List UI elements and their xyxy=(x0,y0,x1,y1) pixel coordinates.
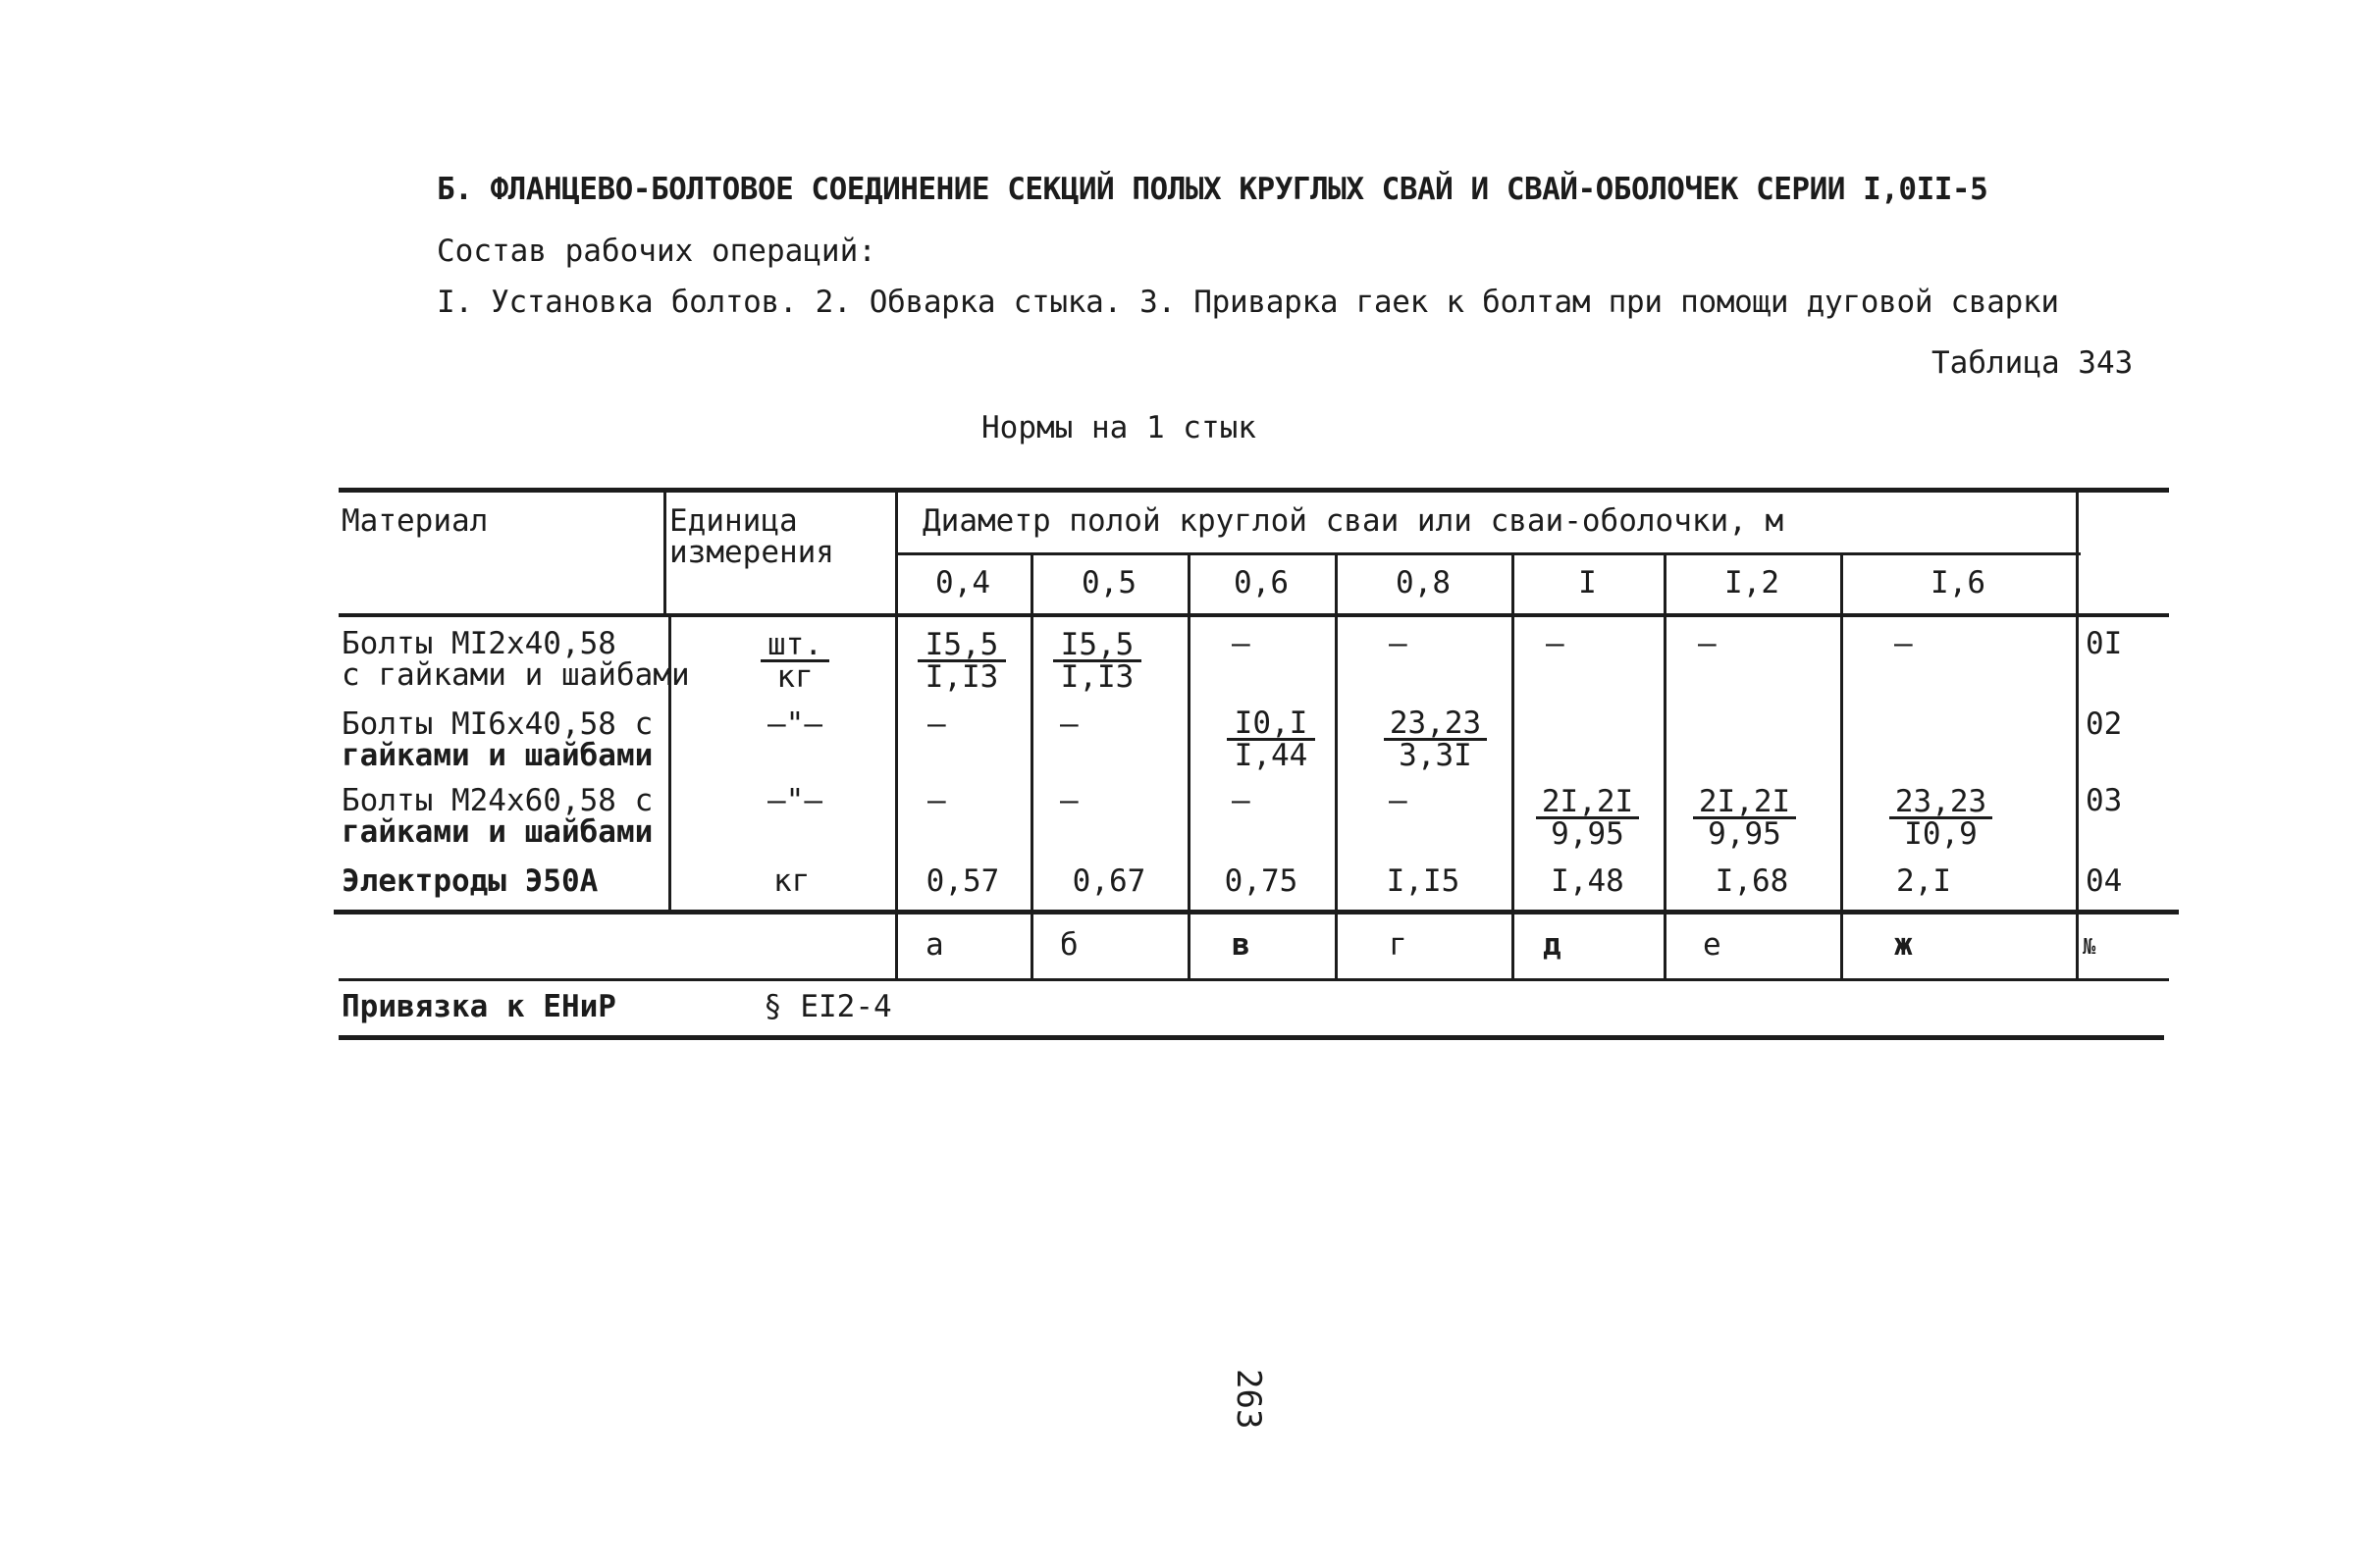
table-cell: – xyxy=(1894,626,1913,661)
diameter-col-divider-5 xyxy=(1664,554,1666,981)
section-title: Б. ФЛАНЦЕВО-БОЛТОВОЕ СОЕДИНЕНИЕ СЕКЦИЙ ПОЛЫХ КРУГЛЫХ СВАЙ И СВАЙ-ОБОЛОЧЕК СЕРИИ I,0II-5 xyxy=(437,172,1988,207)
column-letter: д xyxy=(1543,927,1561,963)
column-letter: г xyxy=(1389,927,1407,963)
diameter-header: I,6 xyxy=(1930,565,1985,601)
value-numerator: I0,I xyxy=(1227,708,1315,741)
table-cell: – xyxy=(927,706,946,742)
row-code: 03 xyxy=(2086,783,2123,818)
diameter-header: I xyxy=(1578,565,1597,601)
diameter-col-divider-1 xyxy=(1031,554,1033,981)
value-fraction xyxy=(1693,784,1796,852)
value-denominator: I,I3 xyxy=(925,659,999,695)
value-fraction xyxy=(1536,784,1639,852)
number-sign: № xyxy=(2083,935,2096,960)
table-cell: – xyxy=(1698,626,1717,661)
table-top-rule xyxy=(339,488,2169,493)
table-bottom-rule xyxy=(339,1035,2164,1040)
column-letter: б xyxy=(1060,927,1079,963)
table-cell: – xyxy=(1232,626,1250,661)
value-fraction xyxy=(1053,627,1141,695)
unit-ditto: –"– xyxy=(767,706,822,742)
value-numerator: 23,23 xyxy=(1889,787,1992,819)
column-letter: в xyxy=(1232,927,1250,963)
footer-label: Привязка к ЕНиР xyxy=(342,989,616,1024)
table-cell: I,I5 xyxy=(1386,863,1460,899)
value-numerator: I5,5 xyxy=(918,630,1006,662)
material-name: Электроды Э50А xyxy=(342,863,599,899)
material-unit-divider xyxy=(663,491,666,616)
table-cell: – xyxy=(1060,783,1079,818)
value-numerator: 23,23 xyxy=(1384,708,1487,741)
page-number: 263 xyxy=(1229,1369,1268,1430)
diameter-col-divider-3 xyxy=(1335,554,1338,981)
unit-ditto: –"– xyxy=(767,783,822,818)
unit-cell: кг xyxy=(773,863,811,899)
header-diameter-caption: Диаметр полой круглой сваи или сваи-оболочки, м xyxy=(923,503,1784,539)
table-cell: – xyxy=(1389,783,1407,818)
header-material: Материал xyxy=(342,503,489,539)
diameter-header: 0,8 xyxy=(1396,565,1451,601)
material-name: Болты МI6х40,58 с xyxy=(342,706,654,742)
row-code: 04 xyxy=(2086,863,2123,899)
material-name: гайками и шайбами xyxy=(342,814,654,850)
table-cell: 2,I xyxy=(1896,863,1951,899)
row-code: 0I xyxy=(2086,626,2123,661)
diameter-caption-rule xyxy=(895,552,2081,555)
value-fraction xyxy=(918,627,1006,695)
material-name: Болты М24х60,58 с xyxy=(342,783,654,818)
material-name: с гайками и шайбами xyxy=(342,657,690,693)
unit-numerator: шт. xyxy=(761,630,829,662)
unit-fraction xyxy=(761,627,829,695)
diameter-col-divider-4 xyxy=(1511,554,1514,981)
material-name: Болты МI2х40,58 xyxy=(342,626,616,661)
body-bottom-rule xyxy=(334,910,2179,914)
row-code: 02 xyxy=(2086,706,2123,742)
value-denominator: 9,95 xyxy=(1551,816,1624,852)
column-letter: а xyxy=(926,927,944,963)
header-bottom-rule xyxy=(339,613,2169,617)
diameter-header: I,2 xyxy=(1724,565,1779,601)
table-cell: – xyxy=(1546,626,1564,661)
unit-diameter-divider xyxy=(895,491,898,981)
diameter-header: 0,6 xyxy=(1234,565,1289,601)
table-cell: – xyxy=(927,783,946,818)
table-cell: – xyxy=(1060,706,1079,742)
value-denominator: I,44 xyxy=(1234,738,1308,773)
diameter-col-divider-6 xyxy=(1840,554,1843,981)
norms-heading: Нормы на 1 стык xyxy=(981,410,1256,445)
unit-denominator: кг xyxy=(776,659,814,695)
operations-list: I. Установка болтов. 2. Обварка стыка. 3. Приварка гаек к болтам при помощи дуговой сварки xyxy=(437,285,2059,320)
material-name: гайками и шайбами xyxy=(342,738,654,773)
letters-bottom-rule xyxy=(339,978,2169,981)
value-numerator: I5,5 xyxy=(1053,630,1141,662)
column-letter: е xyxy=(1703,927,1721,963)
value-fraction xyxy=(1227,705,1315,773)
table-cell: I,48 xyxy=(1551,863,1624,899)
value-denominator: I,I3 xyxy=(1060,659,1135,695)
footer-reference: § ЕI2-4 xyxy=(764,989,892,1024)
header-unit: Единица измерения xyxy=(669,503,834,570)
table-number: Таблица 343 xyxy=(1931,345,2134,381)
value-denominator: I0,9 xyxy=(1904,816,1978,852)
diameter-header: 0,5 xyxy=(1082,565,1137,601)
value-fraction xyxy=(1889,784,1992,852)
value-numerator: 2I,2I xyxy=(1693,787,1796,819)
operations-heading: Состав рабочих операций: xyxy=(437,234,876,269)
table-cell: – xyxy=(1389,626,1407,661)
value-denominator: 9,95 xyxy=(1708,816,1781,852)
diameter-col-divider-2 xyxy=(1188,554,1190,981)
value-denominator: 3,3I xyxy=(1399,738,1472,773)
table-cell: 0,67 xyxy=(1072,863,1146,899)
diameter-header: 0,4 xyxy=(935,565,990,601)
column-letter: ж xyxy=(1894,927,1913,963)
table-cell: – xyxy=(1232,783,1250,818)
table-cell: 0,75 xyxy=(1224,863,1298,899)
value-fraction xyxy=(1384,705,1487,773)
value-numerator: 2I,2I xyxy=(1536,787,1639,819)
table-cell: 0,57 xyxy=(926,863,1000,899)
code-col-divider xyxy=(2076,491,2079,981)
table-cell: I,68 xyxy=(1715,863,1789,899)
